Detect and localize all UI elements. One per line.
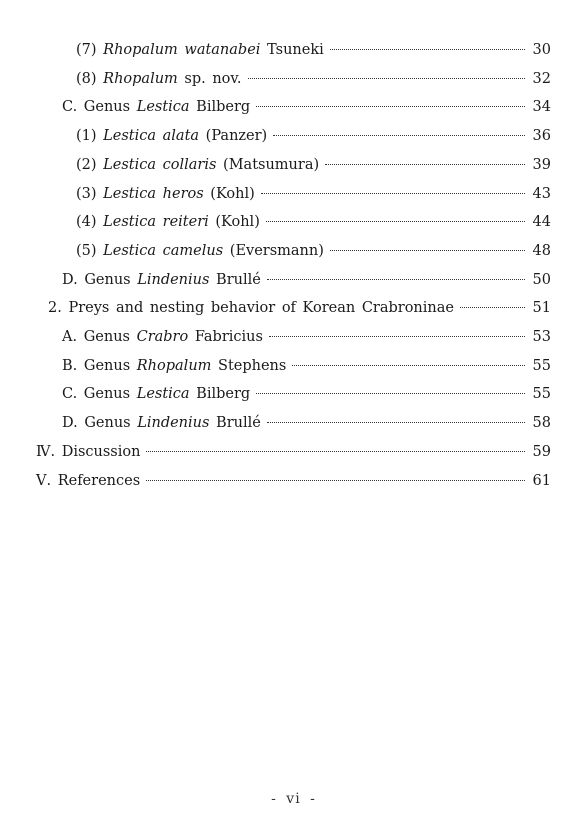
toc-page-number: 39 xyxy=(532,156,551,173)
dot-leader xyxy=(330,250,525,251)
toc-entry-label xyxy=(76,184,255,204)
toc-entry-label xyxy=(62,356,286,376)
toc-text: D. Genus xyxy=(62,415,138,432)
toc-entry-label xyxy=(76,40,324,60)
toc-text: (3) xyxy=(76,185,104,202)
toc-page-number: 50 xyxy=(532,271,551,288)
dot-leader xyxy=(261,193,525,194)
toc-entry-label xyxy=(76,212,260,232)
taxon-name: Lindenius xyxy=(137,271,210,288)
toc-page-number: 43 xyxy=(532,185,551,202)
dot-leader xyxy=(273,135,524,136)
toc-entry xyxy=(76,155,551,175)
taxon-name: Rhopalum watanabei xyxy=(103,42,261,58)
toc-text: Ⅴ. References xyxy=(36,472,141,489)
toc-entry xyxy=(36,442,551,462)
toc-page-number: 44 xyxy=(532,214,551,231)
toc-entry xyxy=(62,97,551,117)
toc-page-number: 51 xyxy=(532,300,551,317)
toc-text: (Eversmann) xyxy=(223,242,324,259)
toc-page-number: 55 xyxy=(532,386,551,403)
dot-leader xyxy=(146,451,524,452)
toc-text: D. Genus xyxy=(62,271,138,288)
toc-text: (7) xyxy=(76,42,104,58)
toc-page-number: 34 xyxy=(532,99,551,116)
taxon-name: Lestica heros xyxy=(103,185,204,202)
toc-text: B. Genus xyxy=(62,357,137,374)
toc-text: Fabricius xyxy=(188,329,263,345)
dot-leader xyxy=(460,307,525,308)
toc-entry xyxy=(76,241,551,261)
toc-text: (Panzer) xyxy=(199,128,268,145)
taxon-name: Crabro xyxy=(136,329,189,345)
toc-text: Tsuneki xyxy=(260,42,324,58)
toc-text: C. Genus xyxy=(62,99,137,116)
taxon-name: Lestica xyxy=(136,99,190,116)
taxon-name: Lestica collaris xyxy=(103,156,217,173)
taxon-name: Lestica camelus xyxy=(103,242,224,259)
dot-leader xyxy=(330,49,525,50)
toc-entry xyxy=(76,212,551,232)
table-of-contents xyxy=(0,40,587,510)
toc-text: (5) xyxy=(76,242,104,259)
toc-entry-label xyxy=(62,270,261,290)
toc-entry xyxy=(48,298,551,318)
toc-entry xyxy=(62,327,551,347)
toc-text: sp. nov. xyxy=(177,70,242,87)
toc-page-number: 55 xyxy=(532,357,551,374)
dot-leader xyxy=(267,422,525,423)
toc-page-number: 36 xyxy=(532,128,551,145)
toc-text: 2. Preys and nesting behavior of Korean Crabroninae xyxy=(48,300,454,317)
toc-page-number: 58 xyxy=(532,415,551,432)
toc-page-number: 30 xyxy=(532,42,551,58)
toc-entry-label xyxy=(48,298,454,318)
toc-entry-label xyxy=(62,327,263,347)
toc-text: (2) xyxy=(76,156,104,173)
toc-entry-label xyxy=(76,241,324,261)
toc-text: A. Genus xyxy=(62,329,137,345)
toc-text: C. Genus xyxy=(62,386,137,403)
dot-leader xyxy=(325,164,524,165)
toc-page-number: 48 xyxy=(532,242,551,259)
dot-leader xyxy=(269,336,525,337)
toc-entry xyxy=(76,69,551,89)
toc-entry-label xyxy=(36,471,140,491)
toc-entry xyxy=(62,270,551,290)
toc-page-number: 59 xyxy=(532,443,551,460)
toc-entry-label xyxy=(76,155,319,175)
taxon-name: Rhopalum xyxy=(103,70,178,87)
toc-entry xyxy=(62,356,551,376)
taxon-name: Lestica reiteri xyxy=(103,214,209,231)
toc-entry xyxy=(62,384,551,404)
toc-entry xyxy=(76,184,551,204)
toc-entry-label xyxy=(62,97,250,117)
toc-entry-label xyxy=(62,413,261,433)
toc-text: (1) xyxy=(76,128,104,145)
toc-entry xyxy=(76,40,551,60)
toc-text: Bilberg xyxy=(189,99,251,116)
toc-text: Brullé xyxy=(209,271,261,288)
dot-leader xyxy=(256,393,524,394)
dot-leader xyxy=(266,221,525,222)
taxon-name: Lestica xyxy=(136,386,190,403)
toc-entry-label xyxy=(62,384,250,404)
dot-leader xyxy=(248,78,525,79)
toc-text: Stephens xyxy=(211,357,287,374)
toc-text: (Matsumura) xyxy=(216,156,320,173)
toc-entry xyxy=(76,126,551,146)
toc-entry-label xyxy=(76,126,267,146)
toc-text: (Kohl) xyxy=(208,214,260,231)
dot-leader xyxy=(146,480,524,481)
page-number-footer: - vi - xyxy=(271,791,316,807)
dot-leader xyxy=(267,279,525,280)
toc-text: Ⅳ. Discussion xyxy=(36,443,141,460)
toc-text: (4) xyxy=(76,214,104,231)
toc-text: (8) xyxy=(76,70,104,87)
dot-leader xyxy=(292,365,524,366)
toc-text: (Kohl) xyxy=(203,185,255,202)
toc-text: Bilberg xyxy=(189,386,251,403)
dot-leader xyxy=(256,106,524,107)
toc-text: Brullé xyxy=(209,415,261,432)
toc-page-number: 32 xyxy=(532,70,551,87)
toc-page-number: 61 xyxy=(532,472,551,489)
toc-page-number: 53 xyxy=(532,329,551,345)
toc-entry xyxy=(62,413,551,433)
toc-entry xyxy=(36,471,551,491)
taxon-name: Lestica alata xyxy=(103,128,200,145)
toc-entry-label xyxy=(76,69,242,89)
toc-entry-label xyxy=(36,442,140,462)
taxon-name: Rhopalum xyxy=(136,357,212,374)
taxon-name: Lindenius xyxy=(137,415,210,432)
